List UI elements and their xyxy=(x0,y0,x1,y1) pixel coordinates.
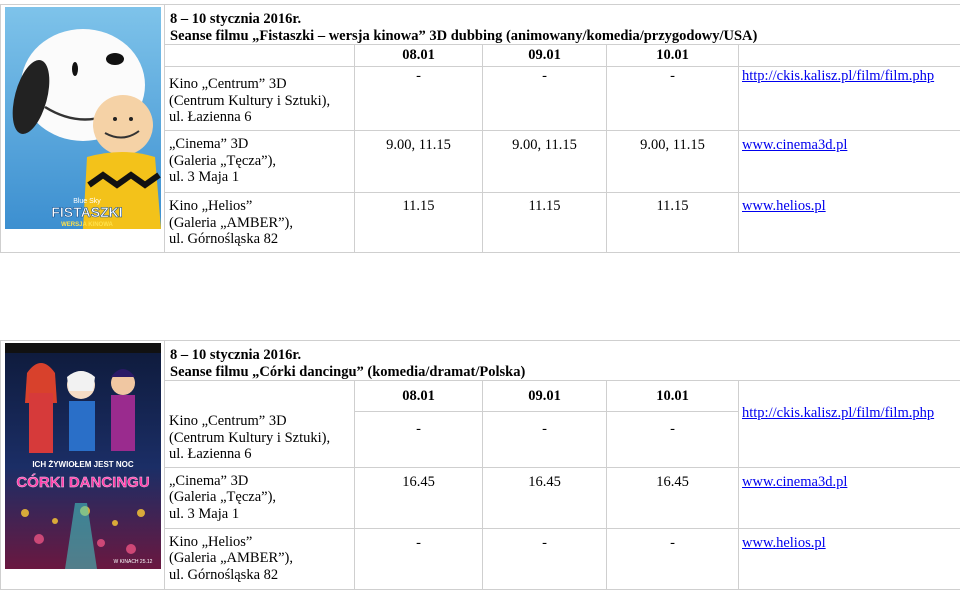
cinema-name: Kino „Centrum” 3D (Centrum Kultury i Sztuki), ul. Łazienna 6 xyxy=(165,67,355,131)
showtime: - xyxy=(483,528,607,589)
showtime: 16.45 xyxy=(483,467,607,528)
showtime: - xyxy=(483,411,607,467)
film-header xyxy=(165,5,960,45)
cinema-url-cell xyxy=(739,381,960,468)
date-range: 8 – 10 stycznia 2016r. xyxy=(170,11,302,27)
day-header: 09.01 xyxy=(483,45,607,67)
showtime: 16.45 xyxy=(355,467,483,528)
showtime: 11.15 xyxy=(483,193,607,253)
cinema-url-cell xyxy=(739,131,960,193)
showtime: - xyxy=(483,67,607,131)
poster-studio: Blue Sky xyxy=(73,198,101,205)
screening-table-fistaszki xyxy=(0,4,960,253)
cinema-name: „Cinema” 3D (Galeria „Tęcza”), ul. 3 Maja 1 xyxy=(165,467,355,528)
showtime: - xyxy=(355,67,483,131)
cinema-link[interactable]: www.cinema3d.pl xyxy=(742,473,848,490)
showtime: 9.00, 11.15 xyxy=(483,131,607,193)
empty-cell xyxy=(739,45,960,67)
showtime: 9.00, 11.15 xyxy=(355,131,483,193)
cinema-name: Kino „Helios” (Galeria „AMBER”), ul. Górnośląska 82 xyxy=(165,528,355,589)
poster-cell xyxy=(1,341,165,590)
film-title: Seanse filmu „Córki dancingu” (komedia/dramat/Polska) xyxy=(170,363,526,380)
empty-cell xyxy=(165,45,355,67)
cinema-name: Kino „Helios” (Galeria „AMBER”), ul. Górnośląska 82 xyxy=(165,193,355,253)
poster-title: CÓRKI DANCINGU xyxy=(16,474,150,491)
cinema-link[interactable]: www.helios.pl xyxy=(742,198,826,214)
showtime: - xyxy=(607,528,739,589)
day-header: 10.01 xyxy=(607,45,739,67)
cinema-name: „Cinema” 3D (Galeria „Tęcza”), ul. 3 Maja 1 xyxy=(165,131,355,193)
cinema-link[interactable]: http://ckis.kalisz.pl/film/film.php xyxy=(742,405,935,421)
cinema-link[interactable]: http://ckis.kalisz.pl/film/film.php xyxy=(742,68,935,84)
poster-release: W KINACH 25.12 xyxy=(113,559,153,565)
film-header xyxy=(165,341,960,381)
showtime: 16.45 xyxy=(607,467,739,528)
day-header: 08.01 xyxy=(355,45,483,67)
cinema-url-cell xyxy=(739,193,960,253)
showtime: - xyxy=(355,528,483,589)
showtime: 11.15 xyxy=(607,193,739,253)
film-title: Seanse filmu „Fistaszki – wersja kinowa” 3D dubbing (animowany/komedia/przygodowy/USA) xyxy=(170,27,758,44)
date-range: 8 – 10 stycznia 2016r. xyxy=(170,347,302,363)
poster-cell xyxy=(1,5,165,253)
cinema-link[interactable]: www.helios.pl xyxy=(742,534,826,551)
day-header: 09.01 xyxy=(483,381,607,412)
poster-corki-dancingu xyxy=(5,343,161,574)
cinema-url-cell xyxy=(739,67,960,131)
poster-tagline: ICH ŻYWIOŁEM JEST NOC xyxy=(32,460,134,469)
screening-table-corki-dancingu xyxy=(0,340,960,590)
poster-subtitle: WERSJA KINOWA xyxy=(61,222,113,228)
showtime: - xyxy=(355,411,483,467)
day-header: 10.01 xyxy=(607,381,739,412)
cinema-url-cell xyxy=(739,467,960,528)
cinema-name: Kino „Centrum” 3D (Centrum Kultury i Sztuki), ul. Łazienna 6 xyxy=(165,381,355,468)
poster-title: FISTASZKI xyxy=(51,204,123,220)
day-header: 08.01 xyxy=(355,381,483,412)
showtime: 11.15 xyxy=(355,193,483,253)
cinema-link[interactable]: www.cinema3d.pl xyxy=(742,137,848,153)
showtime: 9.00, 11.15 xyxy=(607,131,739,193)
cinema-url-cell xyxy=(739,528,960,589)
poster-fistaszki xyxy=(5,7,161,234)
showtime: - xyxy=(607,411,739,467)
showtime: - xyxy=(607,67,739,131)
